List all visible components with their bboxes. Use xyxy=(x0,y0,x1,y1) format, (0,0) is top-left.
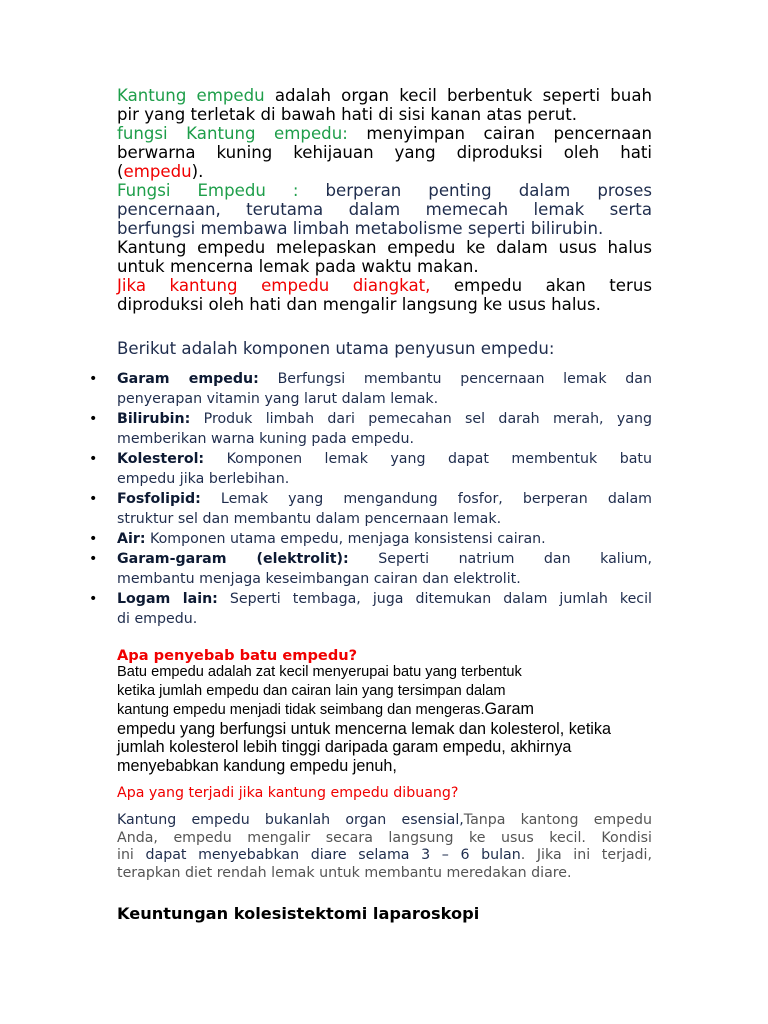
gallbladder-intro-paragraph xyxy=(117,86,652,314)
list-item: • Fosfolipid: Lemak yang mengandung fosfor, berperan dalam struktur sel dan membantu dalam pencernaan lemak. xyxy=(89,491,652,527)
section-heading: Keuntungan kolesistektomi laparoskopi xyxy=(117,904,480,923)
list-item: • Garam-garam (elektrolit): Seperti natrium dan kalium, membantu menjaga keseimbangan cairan dan elektrolit. xyxy=(89,551,652,587)
bullet-icon: • xyxy=(89,491,98,507)
list-item: • Bilirubin: Produk limbah dari pemecahan sel darah merah, yang memberikan warna kuning pada empedu. xyxy=(89,411,652,447)
text-line: pir yang terletak di bawah hati di sisi kanan atas perut. xyxy=(117,105,577,124)
text-line: Fungsi Empedu : berperan penting dalam proses xyxy=(117,181,652,200)
text-line: fungsi Kantung empedu: menyimpan cairan pencernaan xyxy=(117,124,652,143)
list-item: • Logam lain: Seperti tembaga, juga ditemukan dalam jumlah kecil di empedu. xyxy=(89,591,652,627)
list-item: • Garam empedu: Berfungsi membantu pencernaan lemak dan penyerapan vitamin yang larut dalam lemak. xyxy=(89,371,652,407)
text-line: Jika kantung empedu diangkat, empedu akan terus xyxy=(117,276,652,295)
bullet-icon: • xyxy=(89,531,98,547)
text-line: untuk mencerna lemak pada waktu makan. xyxy=(117,257,479,276)
bullet-icon: • xyxy=(89,371,98,387)
bile-components-list xyxy=(87,369,652,629)
bullet-icon: • xyxy=(89,551,98,567)
text-line: (empedu). xyxy=(117,162,204,181)
text-line: Kantung empedu adalah organ kecil berbentuk seperti buah xyxy=(117,86,653,105)
gallstone-cause-question: Apa penyebab batu empedu? xyxy=(117,647,358,664)
components-intro: Berikut adalah komponen utama penyusun empedu: xyxy=(117,339,555,358)
text-line: Kantung empedu melepaskan empedu ke dalam usus halus xyxy=(117,238,652,257)
gallbladder-removal-question: Apa yang terjadi jika kantung empedu dibuang? xyxy=(117,785,459,801)
bullet-icon: • xyxy=(89,591,98,607)
list-item: • Air: Komponen utama empedu, menjaga konsistensi cairan. xyxy=(89,531,546,547)
text-line: pencernaan, terutama dalam memecah lemak serta xyxy=(117,200,652,219)
gallstone-cause-paragraph: Batu empedu adalah zat kecil menyerupai batu yang terbentuk ketika jumlah empedu dan cairan lain yang tersimpan dalam kantung empedu menjadi tidak seimbang dan mengeras.Garam empedu yang berfungsi untuk mencerna lemak dan kolesterol, ketika jumlah kolesterol lebih tinggi daripada garam empedu, akhirnya menyebabkan kandung empedu jenuh, xyxy=(117,664,612,775)
list-item: • Kolesterol: Komponen lemak yang dapat membentuk batu empedu jika berlebihan. xyxy=(89,451,652,487)
text-line: berfungsi membawa limbah metabolisme seperti bilirubin. xyxy=(117,219,604,238)
bullet-icon: • xyxy=(89,411,98,427)
text-line: berwarna kuning kehijauan yang diproduksi oleh hati xyxy=(117,143,652,162)
text-line: diproduksi oleh hati dan mengalir langsung ke usus halus. xyxy=(117,295,601,314)
bullet-icon: • xyxy=(89,451,98,467)
gallbladder-removal-paragraph: Kantung empedu bukanlah organ esensial,Tanpa kantong empedu Anda, empedu mengalir secara langsung ke usus kecil. Kondisi ini dapat menyebabkan diare selama 3 – 6 bulan. Jika ini terjadi, terapkan diet rendah lemak untuk membantu meredakan diare. xyxy=(117,812,652,881)
